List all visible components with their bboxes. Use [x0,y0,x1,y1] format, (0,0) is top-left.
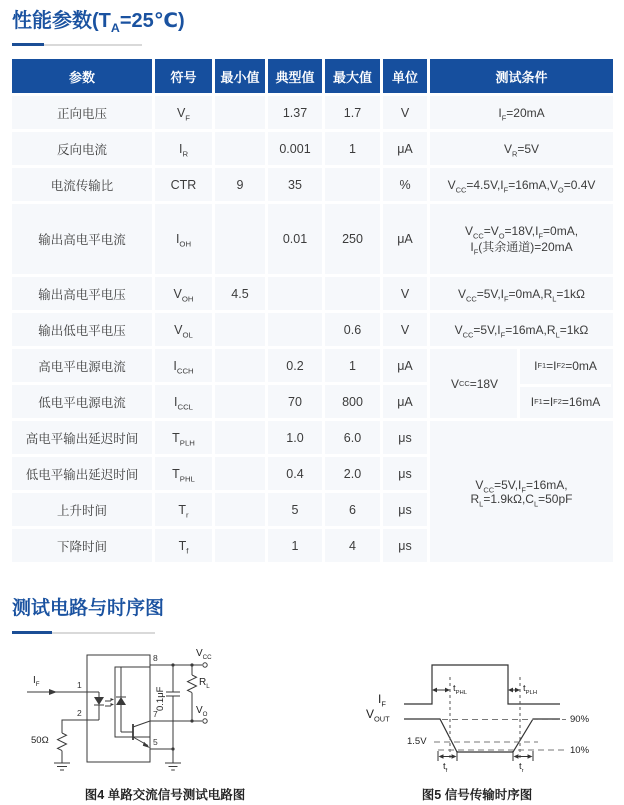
led-icon [94,697,104,705]
cell-param: 高电平电源电流 [12,349,152,382]
cell-typ: 1.0 [268,421,322,454]
cell-max: 1 [325,132,380,165]
cell-typ: 0.4 [268,457,322,490]
label-threshold: 1.5V [407,736,427,747]
fig5-caption: 图5 信号传输时序图 [421,788,533,802]
label-tphl: $t_{PHL}$ [453,683,468,696]
cell-symbol: CTR [155,168,212,201]
performance-table [9,56,616,565]
cell-cond-shared-timing: $V_{CC}=5V,I_F=16mA$, $R_L=1.9k\Omega,C_L=50pF$ [430,421,613,562]
cell-cond-shared: V CC =18V [432,349,520,418]
fig4-caption: 图4 单路交流信号测试电路图 [84,788,246,802]
cell-min [215,204,265,274]
cell-min [215,132,265,165]
table-row [12,96,613,129]
label-rl: $R_L$ [199,677,210,690]
label-10-percent: 10% [570,745,590,756]
table-header-row [12,59,613,93]
label-pin5: 5 [153,737,158,747]
cell-typ: 1 [268,529,322,562]
header-symbol: 符号 [155,59,212,93]
header-min: 最小值 [215,59,265,93]
vo-terminal [203,719,207,723]
cell-param: 低电平电源电流 [12,385,152,418]
cell-param: 输出低电平电压 [12,313,152,346]
cell-param: 输出高电平电流 [12,204,152,274]
table-row [12,204,613,274]
label-50ohm: 50Ω [31,735,49,746]
label-pin7: 7 [153,709,158,719]
figures-row [0,647,624,805]
cell-max [325,168,380,201]
cell-min [215,385,265,418]
cell-max: 0.6 [325,313,380,346]
cell-typ: 70 [268,385,322,418]
cell-unit: μs [383,421,427,454]
cell-symbol: $T_{PHL}$ [155,457,212,490]
cell-max [325,277,380,310]
cell-cond-sub: I F1 =I F2 =0mA [534,359,597,374]
cell-typ: 1.37 [268,96,322,129]
figure-4-test-circuit [25,647,305,805]
cell-param: 高电平输出延迟时间 [12,421,152,454]
cell-max: 4 [325,529,380,562]
table-row [12,132,613,165]
header-max: 最大值 [325,59,380,93]
cell-typ: 0.001 [268,132,322,165]
cell-param: 下降时间 [12,529,152,562]
current-arrow-icon [49,689,57,695]
cell-max: 1.7 [325,96,380,129]
cond-split-grid [432,349,611,418]
label-pin1: 1 [77,680,82,690]
cell-unit: μs [383,493,427,526]
cell-symbol: $I_{CCL}$ [155,385,212,418]
cell-unit: μs [383,529,427,562]
cell-cond: $V_{CC}=5V,I_F=16mA,R_L=1k\Omega$ [430,313,613,346]
cell-max: 6.0 [325,421,380,454]
emitter-arrow-icon [143,742,150,748]
cell-param: 低电平输出延迟时间 [12,457,152,490]
cell-param: 上升时间 [12,493,152,526]
cell-min [215,421,265,454]
vcc-terminal [203,663,207,667]
header-cond: 测试条件 [430,59,613,93]
cell-min: 4.5 [215,277,265,310]
header-param: 参数 [12,59,152,93]
table-row [12,421,613,454]
label-vout: $V_{OUT}$ [366,707,390,724]
table-row [12,168,613,201]
label-90-percent: 90% [570,714,590,725]
cell-min [215,529,265,562]
cell-unit: V [383,313,427,346]
vout-waveform [404,719,560,752]
resistor-50ohm-icon [58,733,67,751]
cell-unit: μA [383,132,427,165]
photodiode-icon [116,697,126,705]
cell-unit: μs [383,457,427,490]
cell-symbol: $V_{OH}$ [155,277,212,310]
header-unit: 单位 [383,59,427,93]
underline-accent [12,631,52,634]
label-vcc: $V_{CC}$ [196,648,212,661]
cell-cond-split [430,349,613,418]
label-pin8: 8 [153,653,158,663]
cell-param: 正向电压 [12,96,152,129]
cell-symbol: $T_r$ [155,493,212,526]
cell-symbol: $V_F$ [155,96,212,129]
cell-typ [268,277,322,310]
cell-min [215,96,265,129]
cell-param: 反向电流 [12,132,152,165]
cell-cond: $V_{CC}=5V,I_F=0mA,R_L=1k\Omega$ [430,277,613,310]
label-if: $I_F$ [378,692,386,709]
cell-min [215,349,265,382]
title-underline [12,43,624,46]
underline-gray [44,44,142,46]
cell-typ: 0.01 [268,204,322,274]
label-tf: $t_f$ [443,761,448,774]
cell-typ: 0.2 [268,349,322,382]
table-row [12,313,613,346]
underline-accent [12,43,44,46]
cell-symbol: $I_{CCH}$ [155,349,212,382]
resistor-rl-icon [188,675,197,693]
test-circuit-diagram [25,647,305,782]
label-vo: $V_O$ [196,705,208,718]
cell-symbol: $V_{OL}$ [155,313,212,346]
cell-unit: μA [383,204,427,274]
cell-param: 电流传输比 [12,168,152,201]
cell-max: 800 [325,385,380,418]
cell-param: 输出高电平电压 [12,277,152,310]
underline-gray [52,632,155,634]
cell-unit: V [383,96,427,129]
cell-cond: $V_{CC}=V_O=18V,I_F=0mA$, $I_F$(其余通道)=20mA [430,204,613,274]
cell-cond: $V_R=5V$ [430,132,613,165]
cell-max: 250 [325,204,380,274]
cell-min [215,313,265,346]
title-underline-2 [12,631,624,634]
cell-symbol: $I_{OH}$ [155,204,212,274]
cell-typ [268,313,322,346]
cell-cond-sub: I F1 =I F2 =16mA [520,384,611,419]
header-typ: 典型值 [268,59,322,93]
cell-cond: $I_F=20mA$ [430,96,613,129]
cell-min: 9 [215,168,265,201]
cell-typ: 5 [268,493,322,526]
cell-max: 1 [325,349,380,382]
cell-symbol: $T_{PLH}$ [155,421,212,454]
table-row [12,277,613,310]
cell-unit: % [383,168,427,201]
label-input-current: $I_F$ [33,675,40,688]
cell-min [215,493,265,526]
table-row [12,349,613,382]
cell-cond: $V_{CC}=4.5V,I_F=16mA,V_O=0.4V$ [430,168,613,201]
cell-symbol: $I_R$ [155,132,212,165]
ic-box [87,655,150,762]
label-pin2: 2 [77,708,82,718]
figure-5-timing-diagram [330,647,624,805]
label-tr: $t_r$ [519,761,524,774]
page-title: 性能参数$(T_A=25℃)$ [12,10,185,35]
cell-typ: 35 [268,168,322,201]
section-title-test-circuits: 测试电路与时序图 [12,598,165,619]
cell-unit: μA [383,385,427,418]
cell-max: 6 [325,493,380,526]
label-tplh: $t_{PLH}$ [523,683,538,696]
cell-max: 2.0 [325,457,380,490]
cell-unit: V [383,277,427,310]
cell-symbol: $T_f$ [155,529,212,562]
cell-unit: μA [383,349,427,382]
pin2-wire [62,720,99,733]
label-capacitor: 0.1μF [155,686,166,711]
cell-min [215,457,265,490]
